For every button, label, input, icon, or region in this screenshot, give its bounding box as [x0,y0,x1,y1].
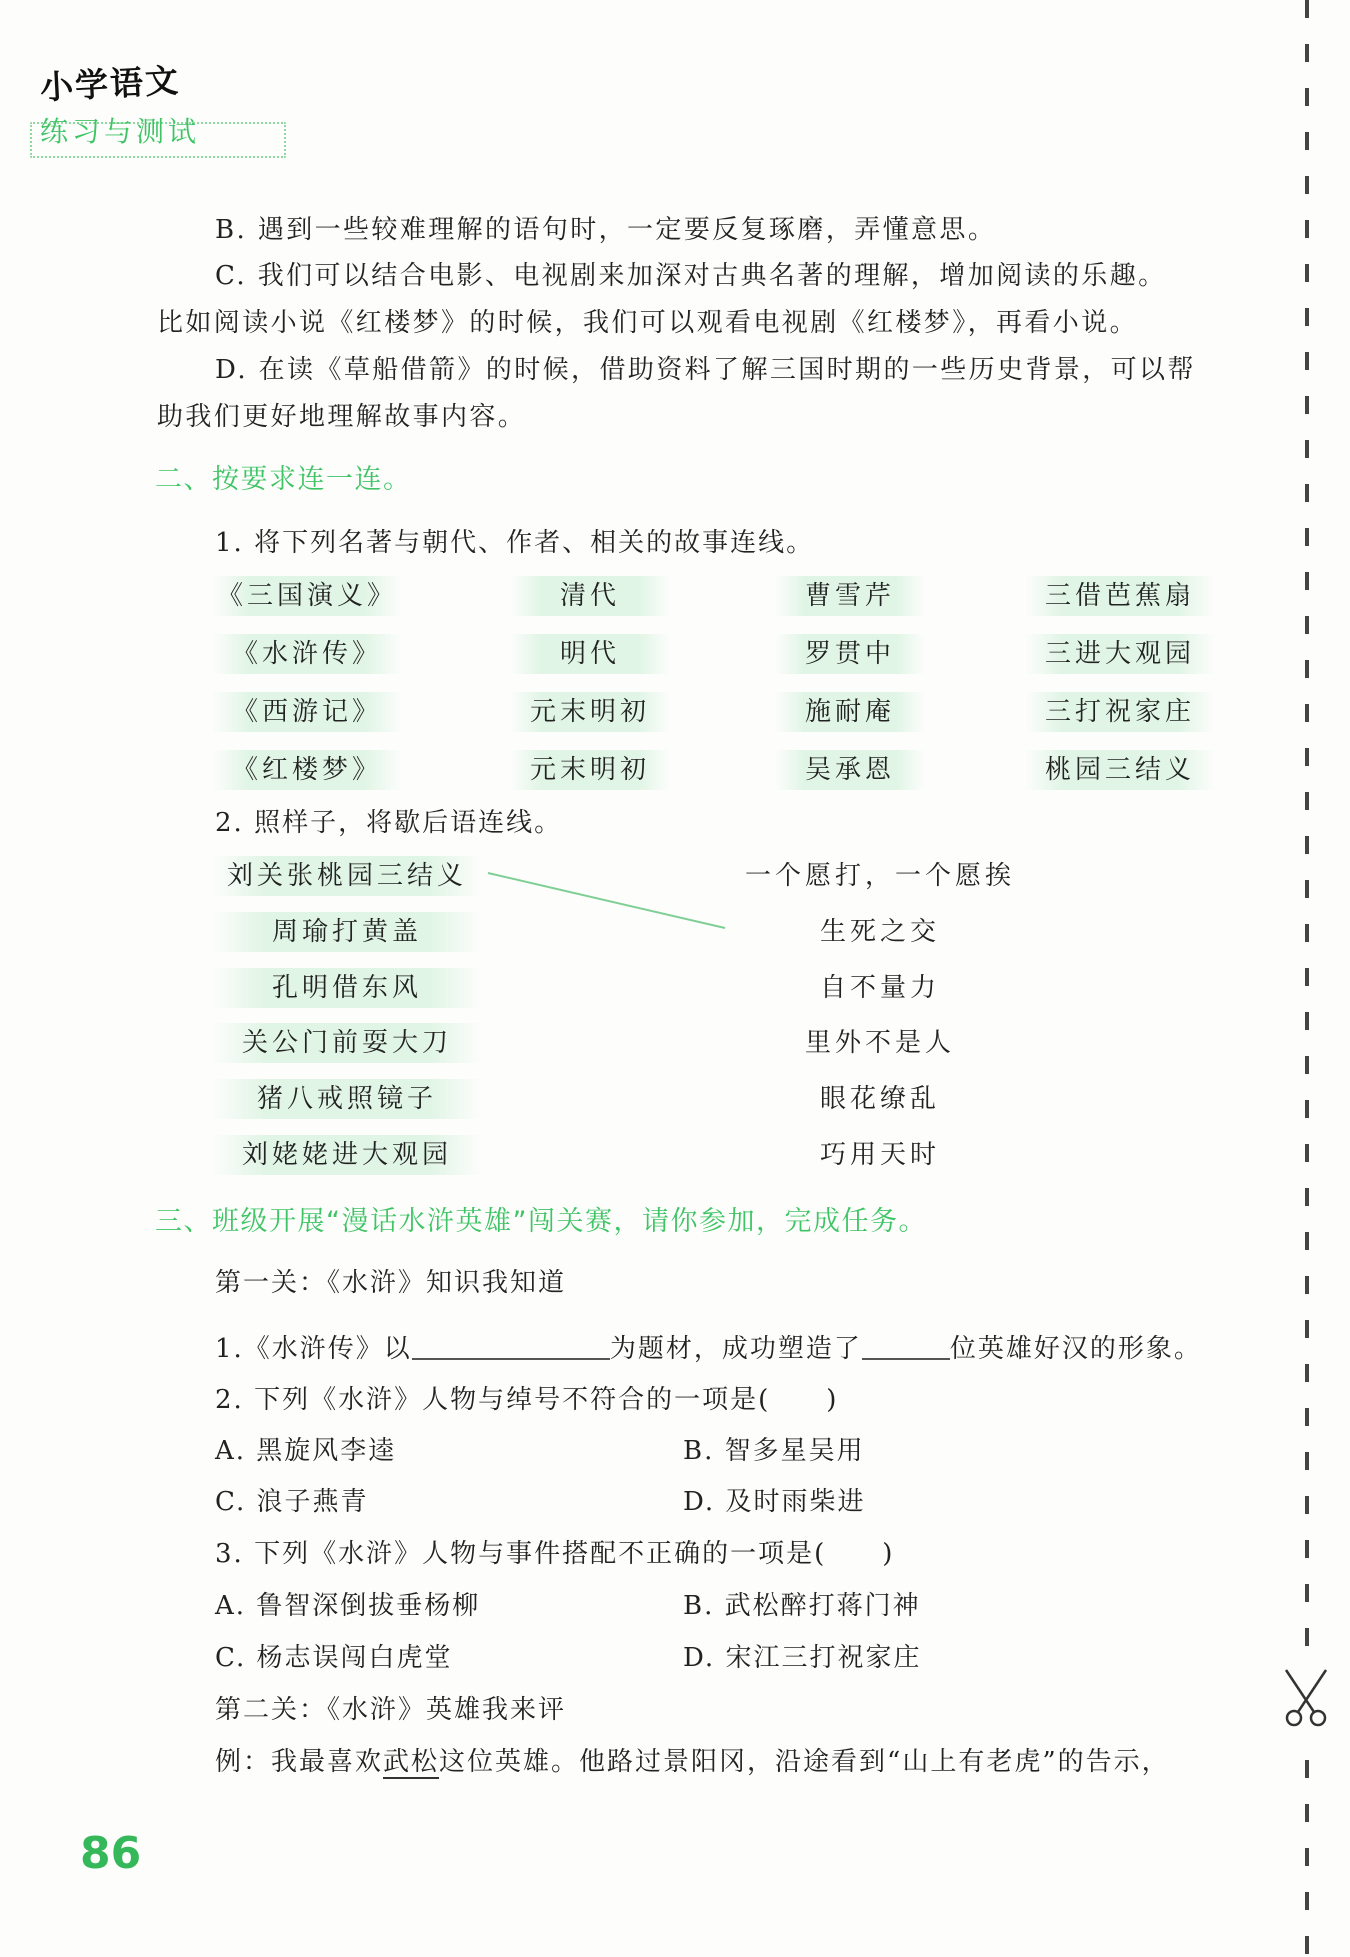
xiehouyu-right-item[interactable]: 自不量力 [819,973,940,1003]
q2-option-c[interactable]: C. 浪子燕青 [215,1487,369,1517]
dynasty-cell[interactable]: 元末明初 [510,692,670,732]
xiehouyu-right-item[interactable]: 一个愿打，一个愿挨 [744,861,1015,891]
dynasty-cell[interactable]: 元末明初 [510,750,670,790]
dynasty-cell[interactable]: 明代 [510,634,670,674]
author-cell[interactable]: 曹雪芹 [775,576,925,616]
xiehouyu-right-item[interactable]: 生死之交 [819,917,940,947]
fill-q1-part3: 位英雄好汉的形象。 [949,1334,1202,1364]
author-cell[interactable]: 吴承恩 [775,750,925,790]
choice-question-3: 3. 下列《水浒》人物与事件搭配不正确的一项是( ) [215,1539,895,1569]
dynasty-cell[interactable]: 清代 [510,576,670,616]
xiehouyu-left-item[interactable]: 刘姥姥进大观园 [212,1135,482,1175]
work-cell[interactable]: 《红楼梦》 [212,750,402,790]
q2-option-d[interactable]: D. 及时雨柴进 [683,1487,866,1517]
section3-title: 三、班级开展“漫话水浒英雄”闯关赛，请你参加，完成任务。 [155,1206,927,1237]
q3-option-b[interactable]: B. 武松醉打蒋门神 [683,1591,921,1621]
scissors-icon [1278,1668,1334,1728]
xiehouyu-left-item[interactable]: 孔明借东风 [212,968,482,1008]
story-cell[interactable]: 三打祝家庄 [1025,692,1215,732]
option-b: B. 遇到一些较难理解的语句时，一定要反复琢磨，弄懂意思。 [215,215,997,245]
series-title: 小学语文 [39,60,181,107]
xiehouyu-right-item[interactable]: 里外不是人 [804,1028,955,1058]
work-cell[interactable]: 《西游记》 [212,692,402,732]
story-cell[interactable]: 三借芭蕉扇 [1025,576,1215,616]
series-subtitle: 练习与测试 [40,115,201,148]
example-prefix: 例：我最喜欢 [215,1747,384,1777]
q2-option-a[interactable]: A. 黑旋风李逵 [215,1436,397,1466]
q3-option-d[interactable]: D. 宋江三打祝家庄 [683,1643,922,1673]
xiehouyu-left-item[interactable]: 猪八戒照镜子 [212,1079,482,1119]
author-cell[interactable]: 罗贯中 [775,634,925,674]
option-c-line1: C. 我们可以结合电影、电视剧来加深对古典名著的理解，增加阅读的乐趣。 [215,261,1167,291]
option-d-line2: 助我们更好地理解故事内容。 [157,402,527,432]
fill-q1-part2: 为题材，成功塑造了 [609,1334,862,1364]
q3-option-a[interactable]: A. 鲁智深倒拔垂杨柳 [215,1591,481,1621]
story-cell[interactable]: 桃园三结义 [1025,750,1215,790]
xiehouyu-right-item[interactable]: 巧用天时 [819,1140,940,1170]
fill-q1-part1: 1.《水浒传》以 [215,1334,412,1364]
work-cell[interactable]: 《水浒传》 [212,634,402,674]
option-c-line2: 比如阅读小说《红楼梦》的时候，我们可以观看电视剧《红楼梦》，再看小说。 [157,308,1139,338]
story-cell[interactable]: 三进大观园 [1025,634,1215,674]
xiehouyu-left-item[interactable]: 刘关张桃园三结义 [212,856,482,896]
xiehouyu-left-item[interactable]: 关公门前耍大刀 [212,1023,482,1063]
example-suffix: 这位英雄。他路过景阳冈，沿途看到“山上有老虎”的告示， [439,1747,1170,1777]
example-sentence [215,1749,1170,1775]
section2-title: 二、按要求连一连。 [155,464,412,495]
section2-q1: 1. 将下列名著与朝代、作者、相关的故事连线。 [215,528,815,558]
q2-option-b[interactable]: B. 智多星吴用 [683,1436,865,1466]
q3-option-c[interactable]: C. 杨志误闯白虎堂 [215,1643,453,1673]
page-number: 86 [80,1828,142,1879]
level2-heading: 第二关：《水浒》英雄我来评 [215,1695,567,1725]
blank-topic[interactable] [412,1358,610,1360]
choice-question-2: 2. 下列《水浒》人物与绰号不符合的一项是( ) [215,1385,839,1415]
option-d-line1: D. 在读《草船借箭》的时候，借助资料了解三国时期的一些历史背景，可以帮 [215,355,1196,385]
xiehouyu-right-item[interactable]: 眼花缭乱 [819,1084,940,1114]
level1-heading: 第一关：《水浒》知识我知道 [215,1268,567,1298]
work-cell[interactable]: 《三国演义》 [212,576,402,616]
fill-question-1 [215,1336,1202,1362]
blank-hero-count[interactable] [862,1358,950,1360]
xiehouyu-left-item[interactable]: 周瑜打黄盖 [212,912,482,952]
author-cell[interactable]: 施耐庵 [775,692,925,732]
example-hero-name: 武松 [383,1747,440,1777]
section2-q2: 2. 照样子，将歇后语连线。 [215,808,563,838]
